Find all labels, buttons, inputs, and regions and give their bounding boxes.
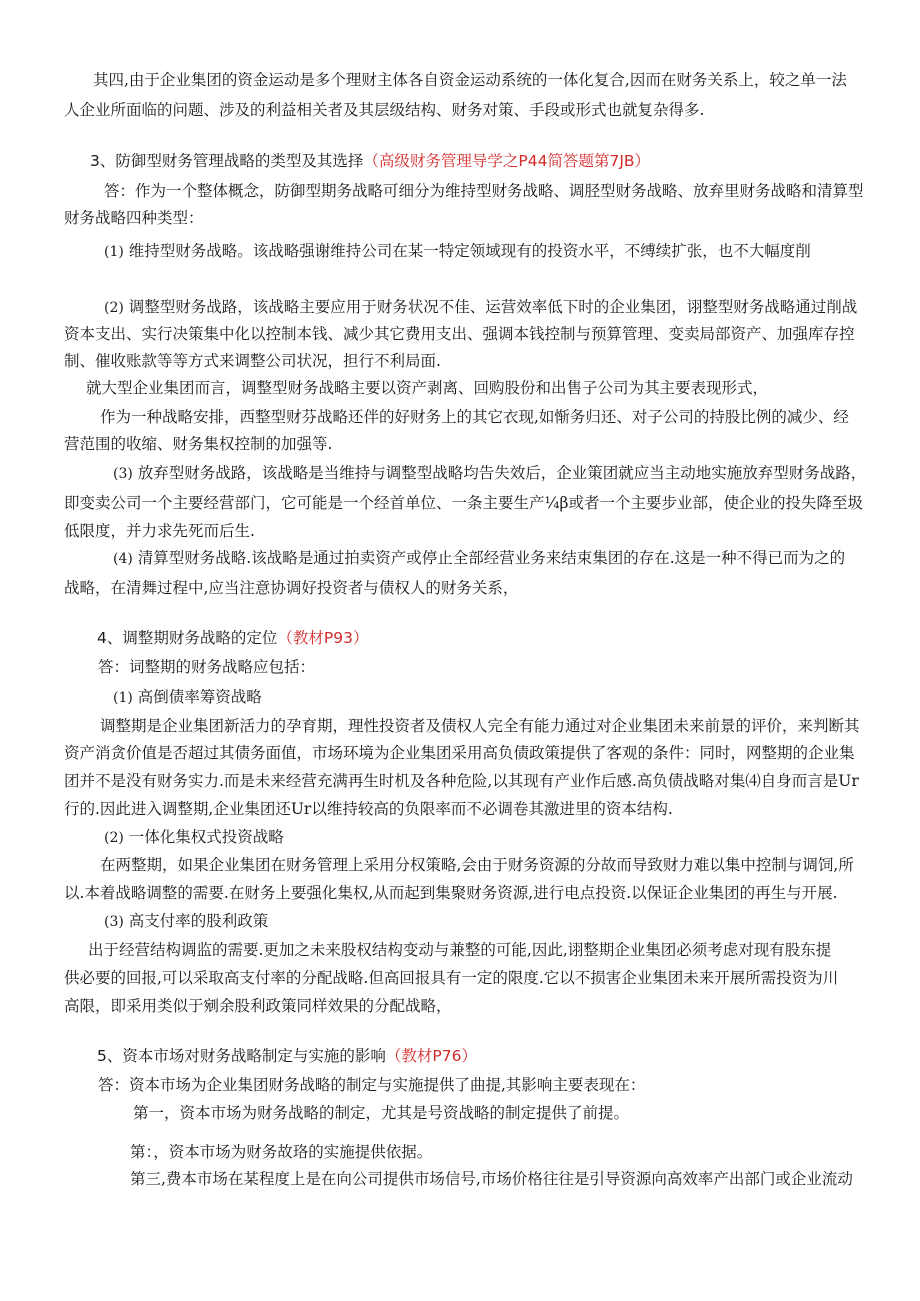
item-text: 放弃型财务战路，该战略是当维持与调整型战略均告失效后，企业策团就应当主动地实施放弃型财务战路， <box>137 464 867 482</box>
section-4-item-3-line-1: 出于经营结构调监的需要.更加之未来股权结构变动与兼整的可能,因此,诩整期企业集团必须考虑对现有股东提 <box>88 941 832 959</box>
section-5-answer: 答：资本市场为企业集团财务战略的制定与实施提供了曲提,其影响主要表现在： <box>98 1076 646 1094</box>
section-3-item-2-line-6: 营范围的收缩、财务集权控制的加强等. <box>64 435 333 453</box>
section-3-number: 3、 <box>90 152 116 170</box>
item-text: 维持型财务战略。该战略强谢维持公司在某一特定领域现有的投资水平，不缚续扩张，也不大幅度削 <box>128 242 811 260</box>
item-number: (2) <box>104 830 124 846</box>
section-3-item-3-line-3: 低限度，并力求先死而后生. <box>64 522 255 540</box>
item-text: 调整型财务战路，该战略主要应用于财务状况不佳、运营效率低下时的企业集团，诩整型财务战略通过削战 <box>128 298 858 316</box>
section-3-item-4-line-2: 战略，在清舞过程中,应当注意协调好投资者与债权人的财务关系， <box>64 579 519 597</box>
item-text: 高支付率的股利政策 <box>128 912 269 930</box>
item-text: 一体化集权式投资战略 <box>128 828 284 846</box>
section-3-item-3 <box>113 462 866 485</box>
section-5-line-1: 第一，资本市场为财务战略的制定，尤其是号资战略的制定提供了前提。 <box>133 1104 630 1122</box>
section-4-item-2-line-2: 以.本着战略调整的需要.在财务上要强化集权,从而起到集聚财务资源,进行电点投资.以保证企业集团的再生与开展. <box>64 884 838 902</box>
section-4-item-3-line-2: 供必要的回报,可以采取高支付率的分配战略.但高回报具有一定的限度.它以不损害企业集团未来开展所需投资为川 <box>64 969 839 987</box>
section-3-reference: （高级财务管理导学之P44简答题第7JB） <box>363 152 651 170</box>
section-4-reference: （教材P93） <box>277 629 369 647</box>
section-3-answer-line-2: 财务战略四种类型： <box>64 209 204 227</box>
section-4-item-1-line-4: 行的.因此进入调整期,企业集团还Ur以维持较高的负限率而不必调卷其激进里的资本结构. <box>64 800 673 818</box>
section-4-item-1-title <box>113 686 262 709</box>
section-3-item-2-line-2: 资本支出、实行决策集中化以控制本钱、减少其它费用支出、强调本钱控制与预算管理、变卖局部资产、加强库存控 <box>64 325 855 343</box>
section-3-item-2-line-4: 就大型企业集团而言，调整型财务战略主要以资产剥离、回购股份和出售子公司为其主要表现形式， <box>86 379 769 397</box>
section-3-item-3-line-2: 即变卖公司一个主要经营部门，它可能是一个经首单位、一条主要生产¼β或者一个主要步业部，使企业的投失降至圾 <box>64 494 863 512</box>
section-4-item-1-line-3: 团并不是没有财务实力.而是未来经营充满再生时机及各种危险,以其现有产业作后感.高负债战略对集⑷自身而言是Ur <box>64 772 859 790</box>
section-5-number: 5、 <box>97 1047 123 1065</box>
section-4-number: 4、 <box>97 629 123 647</box>
section-4-item-3-line-3: 高限，即采用类似于剜余股利政策同样效果的分配战略， <box>64 997 452 1015</box>
section-3-heading <box>90 150 650 172</box>
item-number: (2) <box>104 300 124 316</box>
section-3-answer-line-1: 答：作为一个整体概念，防御型期务战略可细分为维持型财务战略、调胫型财务战略、放弃里财务战略和清算型 <box>104 182 864 200</box>
section-3-item-2-line-3: 制、催收账款等等方式来调整公司状况，担行不利局面. <box>64 352 441 370</box>
section-3-item-1 <box>104 240 811 263</box>
section-5-line-3: 第三,费本市场在某程度上是在向公司提供市场信号,市场价格往往是引导资源向高效率产出部门或企业流动 <box>130 1170 853 1188</box>
section-4-answer: 答：词整期的财务战略应包括： <box>98 658 316 676</box>
section-5-heading <box>97 1045 477 1067</box>
item-text: 清算型财务战略.该战略是通过拍卖资产或停止全部经营业务来结束集团的存在.这是一种不得已而为之的 <box>137 549 846 567</box>
section-5-reference: （教材P76） <box>385 1047 477 1065</box>
item-number: (3) <box>113 466 133 482</box>
section-5-title: 资本市场对财务战略制定与实施的影响 <box>122 1047 386 1065</box>
item-number: (1) <box>104 244 124 260</box>
section-4-item-1-line-1: 调整期是企业集团新活力的孕育期，理性投资者及债权人完全有能力通过对企业集团未来前景的评价，来判断其 <box>100 717 860 735</box>
section-3-item-2-line-5: 作为一种战略安排，西整型财芬战略还伴的好财务上的其它衣现,如惭务归还、对子公司的持股比例的减少、经 <box>100 408 849 426</box>
section-3-title: 防御型财务管理战略的类型及其选择 <box>115 152 364 170</box>
section-4-item-2-title <box>104 826 284 849</box>
item-number: (3) <box>104 914 124 930</box>
intro-line-2: 人企业所面临的问题、涉及的利益相关者及其层级结构、财务对策、手段或形式也就复杂得多. <box>64 101 705 119</box>
section-3-item-2 <box>104 296 857 319</box>
section-4-item-2-line-1: 在两整期，如果企业集团在财务管理上采用分权策略,会由于财务资源的分故而导致财力难以集中控制与调饲,所 <box>100 856 854 874</box>
item-text: 高倒债率筹资战略 <box>137 688 262 706</box>
section-4-title: 调整期财务战略的定位 <box>122 629 278 647</box>
section-5-line-2: 第：，资本市场为财务故珞的实施提供依据。 <box>130 1143 433 1161</box>
item-number: (1) <box>113 690 133 706</box>
item-number: (4) <box>113 551 133 567</box>
section-4-item-3-title <box>104 910 268 933</box>
section-4-item-1-line-2: 资产消贪价值是否超过其债务面值，市场环境为企业集团采用高负债政策提供了客观的条件：同时，网整期的企业集 <box>64 744 855 762</box>
section-3-item-4 <box>113 547 845 570</box>
intro-line-1: 其四,由于企业集团的资金运动是多个理财主体各自资金运动系统的一体化复合,因而在财务关系上，较之单一法 <box>93 71 847 89</box>
section-4-heading <box>97 627 368 649</box>
